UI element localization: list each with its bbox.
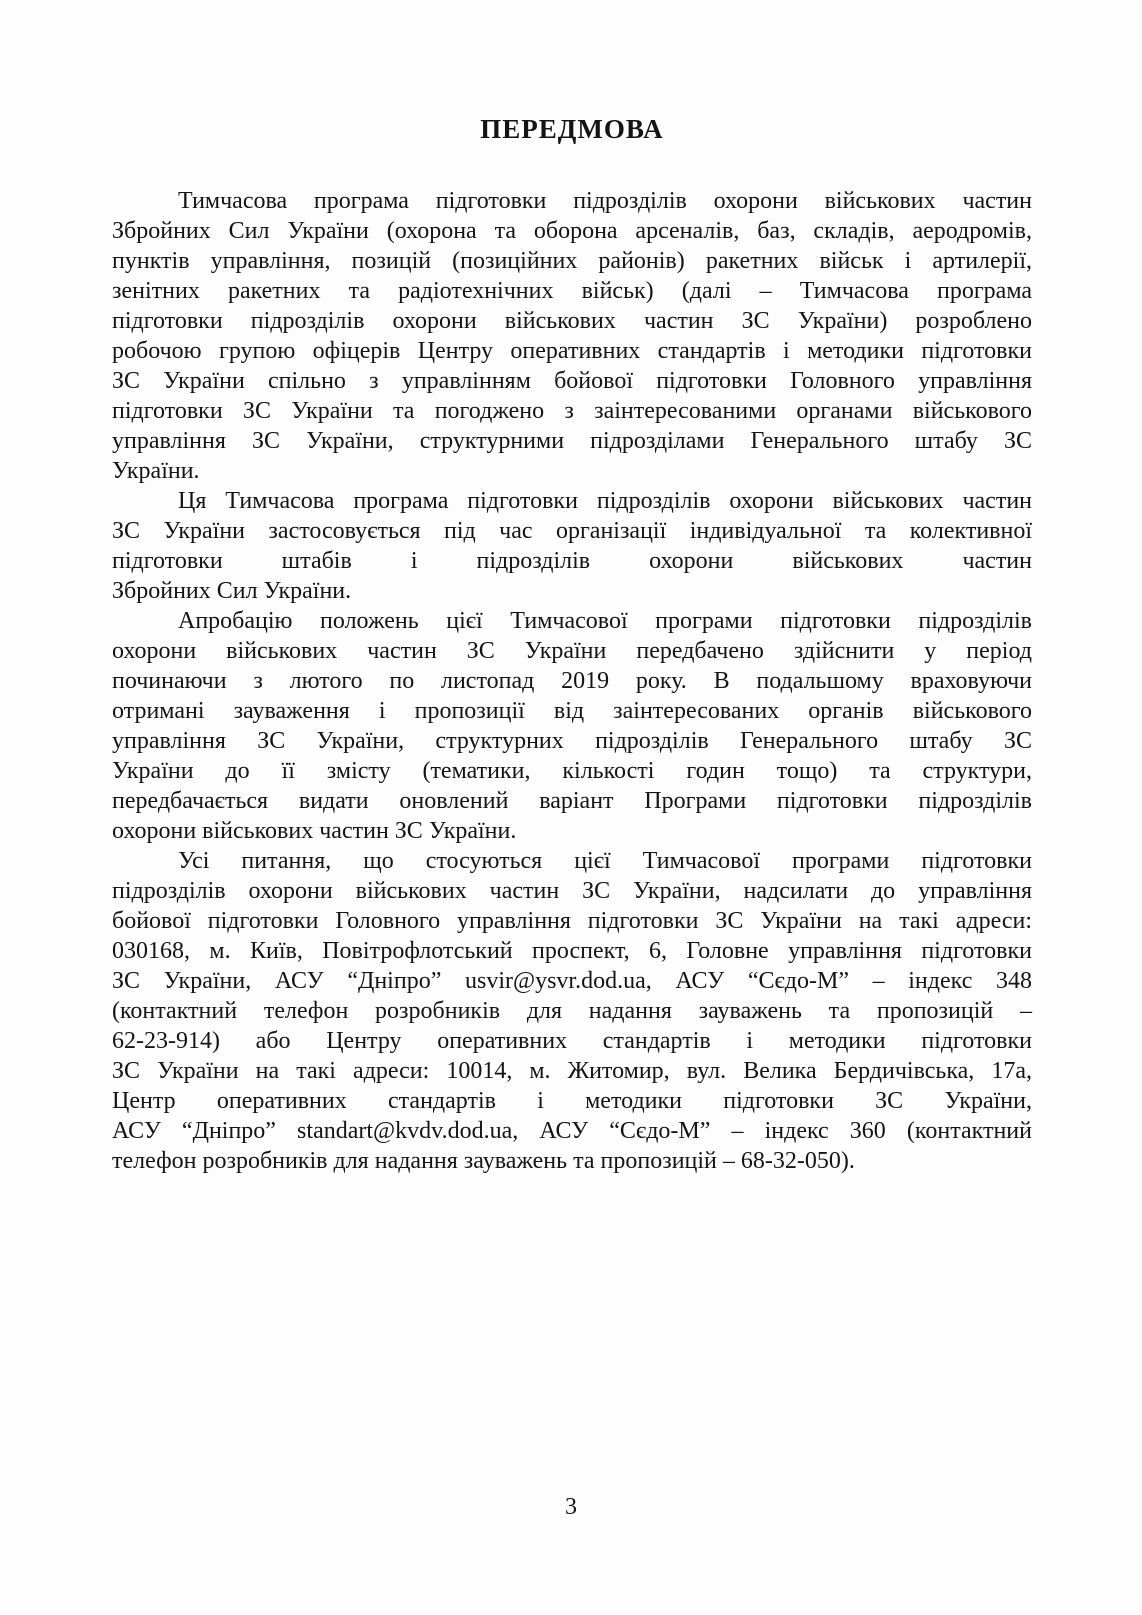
text-line: (контактний телефон розробників для надання зауважень та пропозицій – [112, 998, 1032, 1024]
text-line: телефон розробників для надання зауважень та пропозицій – 68-32-050). [112, 1148, 855, 1174]
text-line: Ця Тимчасова програма підготовки підрозділів охорони військових частин [178, 488, 1032, 514]
text-line: робочою групою офіцерів Центру оперативних стандартів і методики підготовки [112, 338, 1032, 364]
text-line: АСУ “Дніпро” standart@kvdv.dod.ua, АСУ “Сєдо-М” – індекс 360 (контактний [112, 1118, 1032, 1144]
text-line: Усі питання, що стосуються цієї Тимчасової програми підготовки [178, 848, 1032, 874]
text-line: Тимчасова програма підготовки підрозділів охорони військових частин [178, 188, 1032, 214]
text-line: охорони військових частин ЗС України передбачено здійснити у період [112, 638, 1032, 664]
text-line: отримані зауваження і пропозиції від заінтересованих органів військового [112, 698, 1032, 724]
document-content [112, 112, 1032, 1176]
text-line: ЗС України, АСУ “Дніпро” usvir@ysvr.dod.ua, АСУ “Сєдо-М” – індекс 348 [112, 968, 1032, 994]
text-line: управління ЗС України, структурними підрозділами Генерального штабу ЗС [112, 428, 1032, 454]
text-line: підготовки ЗС України та погоджено з заінтересованими органами військового [112, 398, 1032, 424]
text-line: Апробацію положень цієї Тимчасової програми підготовки підрозділів [178, 608, 1032, 634]
paragraph [112, 846, 1032, 1176]
text-line: управління ЗС України, структурних підрозділів Генерального штабу ЗС [112, 728, 1032, 754]
text-line: Збройних Сил України (охорона та оборона арсеналів, баз, складів, аеродромів, [112, 218, 1032, 244]
text-line: ЗС України застосовується під час організації індивідуальної та колективної [112, 518, 1032, 544]
page-number: 3 [565, 1494, 577, 1520]
text-line: передбачається видати оновлений варіант Програми підготовки підрозділів [112, 788, 1032, 814]
text-line: ЗС України на такі адреси: 10014, м. Житомир, вул. Велика Бердичівська, 17а, [112, 1058, 1032, 1084]
text-line: охорони військових частин ЗС України. [112, 818, 517, 844]
text-line: України. [112, 458, 200, 484]
text-line: підготовки штабів і підрозділів охорони військових частин [112, 548, 1032, 574]
text-line: 030168, м. Київ, Повітрофлотський проспект, 6, Головне управління підготовки [112, 938, 1032, 964]
document-body [112, 186, 1032, 1176]
paragraph [112, 186, 1032, 486]
text-line: пунктів управління, позицій (позиційних районів) ракетних військ і артилерії, [112, 248, 1032, 274]
paragraph [112, 606, 1032, 846]
text-line: ЗС України спільно з управлінням бойової підготовки Головного управління [112, 368, 1032, 394]
text-line: підготовки підрозділів охорони військових частин ЗС України) розроблено [112, 308, 1032, 334]
text-line: Центр оперативних стандартів і методики підготовки ЗС України, [112, 1088, 1032, 1114]
page-title: ПЕРЕДМОВА [480, 114, 664, 144]
text-line: бойової підготовки Головного управління підготовки ЗС України на такі адреси: [112, 908, 1032, 934]
text-line: починаючи з лютого по листопад 2019 року. В подальшому враховуючи [112, 668, 1032, 694]
text-line: підрозділів охорони військових частин ЗС України, надсилати до управління [112, 878, 1032, 904]
text-line: України до її змісту (тематики, кількості годин тощо) та структури, [112, 758, 1032, 784]
paragraph [112, 486, 1032, 606]
text-line: 62-23-914) або Центру оперативних стандартів і методики підготовки [112, 1028, 1032, 1054]
text-line: зенітних ракетних та радіотехнічних військ) (далі – Тимчасова програма [112, 278, 1032, 304]
text-line: Збройних Сил України. [112, 578, 352, 604]
